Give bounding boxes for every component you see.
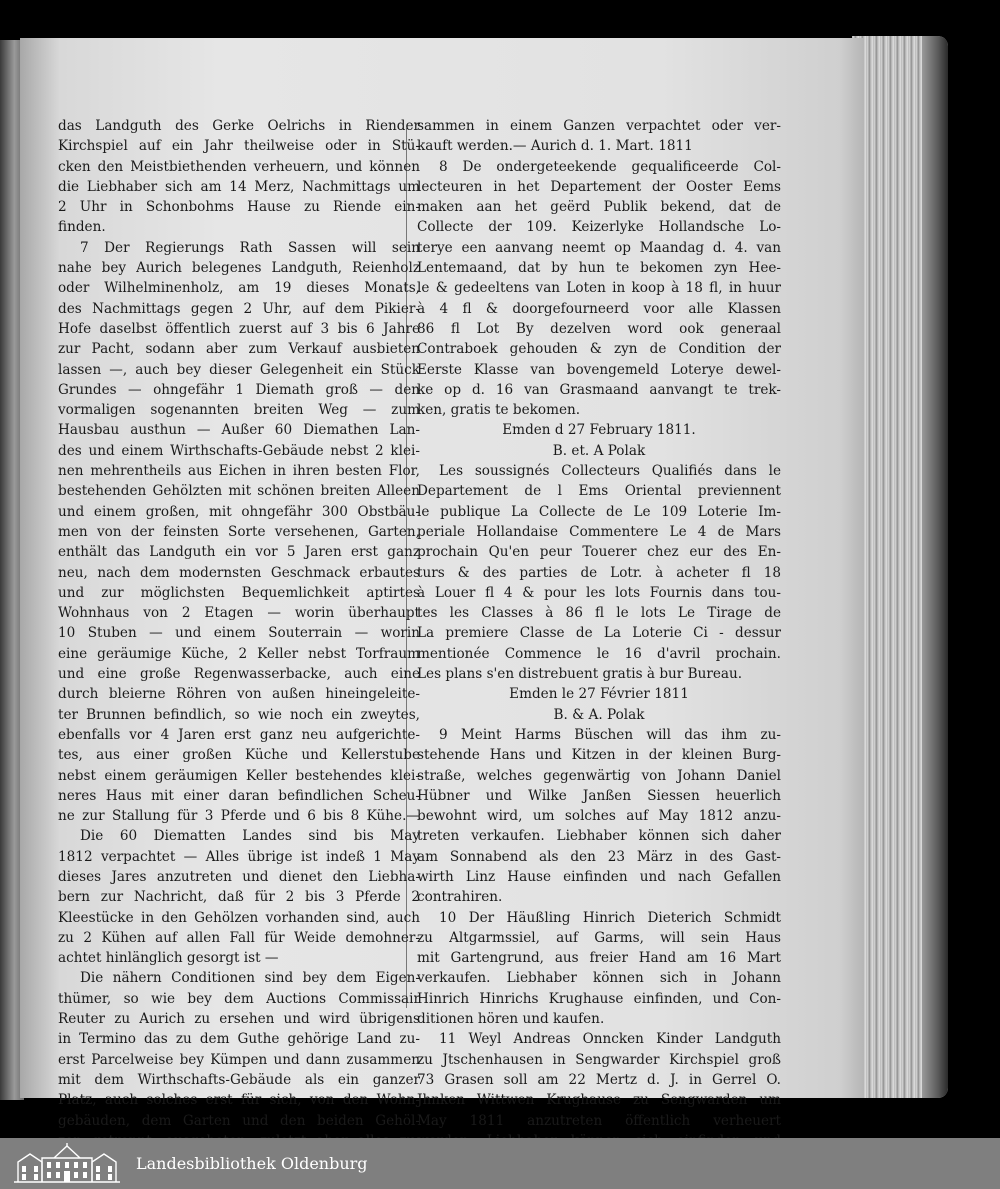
text-line: La premiere Classe de La Loterie Ci - dessur (417, 625, 781, 642)
notice-8-start: 8 De ondergeteekende gequalificeerde Col- (439, 158, 781, 175)
text-line: neu, nach dem modernsten Geschmack erbautes (58, 564, 420, 581)
text-line: men von der feinsten Sorte versehenen, Garten, (58, 523, 420, 540)
text-line: Kirchspiel auf ein Jahr theilweise oder in Stü- (58, 138, 420, 155)
text-line: contrahiren. (417, 889, 503, 906)
notice-7-start: 7 Der Regierungs Rath Sassen will sein (80, 239, 420, 256)
text-line: nen mehrentheils aus Eichen in ihren besten Flor, (58, 463, 420, 480)
text-line: und einem großen, mit ohngefähr 300 Obstbäu- (58, 503, 420, 520)
text-line: prochain Qu'en peur Touerer chez eur des En- (417, 544, 781, 561)
text-line: Hinrich Hinrichs Krughause einfinden, und Con- (417, 990, 781, 1007)
text-line: nahe bey Aurich belegenes Landguth, Reienholz (58, 260, 420, 277)
text-line: dieses Jares anzutreten und dienet den Liebha- (58, 868, 420, 885)
text-line: in Termino das zu dem Guthe gehörige Land zu- (58, 1031, 420, 1048)
text-line: 73 Grasen soll am 22 Mertz d. J. in Gerrel O. (417, 1071, 781, 1088)
text-line: gebäuden, dem Garten und den beiden Gehöl- (58, 1112, 420, 1129)
text-line: treten verkaufen. Liebhaber können sich daher (417, 828, 781, 845)
text-line: durch bleierne Röhren von außen hineingeleite- (58, 686, 420, 703)
text-line: am Sonnabend als den 23 März in des Gast- (417, 848, 781, 865)
text-line: mentionée Commence le 16 d'avril prochain. (417, 645, 781, 662)
text-line: eine geräumige Küche, 2 Keller nebst Torfraum (58, 645, 420, 662)
text-line: Hübner und Wilke Janßen Siessen heuerlich (417, 787, 781, 804)
text-line: Lentemaand, dat by hun te bekomen zyn Hee- (417, 260, 781, 277)
text-line: le & gedeeltens van Loten in koop à 18 fl, in huur (417, 280, 781, 297)
text-line: tes, aus einer großen Küche und Kellerstube (58, 747, 420, 764)
text-line: periale Hollandaise Commentere Le 4 de Mars (417, 523, 781, 540)
library-footer-bar (0, 1138, 1000, 1189)
text-line: bewohnt wird, um solches auf May 1812 anzu- (417, 808, 781, 825)
text-line: lecteuren in het Departement der Ooster Eems (417, 178, 781, 195)
text-line: ne zur Stallung für 3 Pferde und 6 bis 8 Kühe.— (58, 808, 420, 825)
text-line: stehende Hans und Kitzen in der kleinen Burg- (417, 747, 781, 764)
left-column (58, 116, 420, 1151)
text-line: zu Jtschenhausen in Sengwarder Kirchspiel groß (417, 1051, 781, 1068)
text-line: mit dem Wirthschafts-Gebäude als ein ganzer (58, 1071, 420, 1088)
text-line: das Landguth des Gerke Oelrichs in Riender (58, 118, 420, 134)
signature: B. & A. Polak (553, 706, 645, 723)
text-line: Hofe daselbst öffentlich zuerst auf 3 bis 6 Jahre (58, 320, 420, 337)
notice-9-start: 9 Meint Harms Büschen will das ihm zu- (439, 726, 781, 743)
notice-fr-start: Les soussignés Collecteurs Qualifiés dans le (439, 463, 781, 480)
text-line: verkaufen. Liebhaber können sich in Johann (417, 970, 781, 987)
text-line: ter Brunnen befindlich, so wie noch ein zweytes, (58, 706, 420, 723)
text-line: Die nähern Conditionen sind bey dem Eigen- (80, 970, 420, 987)
text-line: à 4 fl & doorgefourneerd voor alle Klassen (417, 300, 781, 317)
text-line: Grundes — ohngefähr 1 Diemath groß — den (58, 381, 420, 398)
text-line: die Liebhaber sich am 14 Merz, Nachmittags um (58, 178, 420, 195)
text-line: achtet hinlänglich gesorgt ist — (58, 950, 279, 967)
text-line: bern zur Nachricht, daß für 2 bis 3 Pferde 2 (58, 889, 420, 906)
text-line: May 1811 anzutreten öffentlich verheuert (417, 1112, 781, 1129)
text-line: Kleestücke in den Gehölzen vorhanden sind, auch (58, 909, 420, 926)
text-line: bestehenden Gehölzten mit schönen breiten Alleen (58, 483, 420, 500)
text-line: und eine große Regenwasserbacke, auch eine (58, 666, 420, 683)
text-line: ditionen hören und kaufen. (417, 1011, 605, 1028)
text-line: kauft werden.— Aurich d. 1. Mart. 1811 (417, 138, 693, 155)
dateline: Emden d 27 February 1811. (502, 422, 696, 439)
text-line: à Louer fl 4 & pour les lots Fournis dans tou- (417, 584, 781, 601)
library-name: Landesbibliothek Oldenburg (136, 1154, 368, 1173)
text-line: ebenfalls vor 4 Jaren erst ganz neu aufgerichte- (58, 726, 420, 743)
text-line: lassen —, auch bey dieser Gelegenheit ein Stück (58, 361, 420, 378)
text-line: Jhnken Wittwen Krughause zu Sengwarden um (417, 1092, 781, 1109)
page-block-edges (852, 36, 948, 1098)
book-page (20, 38, 864, 1129)
text-line: le publique La Collecte de Le 109 Loterie Im- (417, 503, 781, 520)
text-line: Platz, auch solches erst für sich, von den Wohn- (58, 1092, 420, 1109)
text-line: 86 fl Lot By dezelven word ook generaal (417, 320, 781, 337)
text-line: zu 2 Kühen auf allen Fall für Weide demohner- (58, 929, 420, 946)
text-line: wirth Linz Hause einfinden und nach Gefallen (417, 868, 781, 885)
text-line: terye een aanvang neemt op Maandag d. 4. van (417, 239, 781, 256)
text-line: des und einem Wirthschafts-Gebäude nebst 2 klei- (58, 442, 420, 459)
text-line: thümer, so wie bey dem Auctions Commissair (58, 990, 420, 1007)
text-line: maken aan het geërd Publik bekend, dat de (417, 199, 781, 216)
text-line: erst Parcelweise bey Kümpen und dann zusammen (58, 1051, 420, 1068)
text-line: und zur möglichsten Bequemlichkeit aptirtes (58, 584, 420, 601)
text-line: Reuter zu Aurich zu ersehen und wird übrigens (58, 1011, 420, 1028)
text-line: ke op d. 16 van Grasmaand aanvangt te trek- (417, 381, 781, 398)
text-line: mit Gartengrund, aus freier Hand am 16 Mart (417, 950, 781, 967)
text-line: Contraboek gehouden & zyn de Condition der (417, 341, 781, 358)
text-line: tes les Classes à 86 fl le lots Le Tirage de (417, 605, 781, 622)
text-line: Departement de l Ems Oriental previennent (417, 483, 781, 500)
library-building-icon (10, 1142, 124, 1186)
text-line: 10 Stuben — und einem Souterrain — worin (58, 625, 420, 642)
notice-11-start: 11 Weyl Andreas Onncken Kinder Landguth (439, 1031, 781, 1048)
text-line: enthält das Landguth ein vor 5 Jaren erst ganz (58, 544, 420, 561)
text-line: ken, gratis te bekomen. (417, 402, 581, 419)
text-line: zu Altgarmssiel, auf Garms, will sein Haus (417, 929, 781, 946)
text-line: sammen in einem Ganzen verpachtet oder ver- (417, 118, 781, 134)
text-line: Collecte der 109. Keizerlyke Hollandsche Lo- (417, 219, 781, 236)
text-line: turs & des parties de Lotr. à acheter fl 18 (417, 564, 781, 581)
text-line: Les plans s'en distrebuent gratis à bur Bureau. (417, 666, 743, 683)
text-line: neres Haus mit einer daran befindlichen Scheu- (58, 787, 420, 804)
text-line: finden. (58, 219, 106, 236)
dateline: Emden le 27 Février 1811 (509, 686, 689, 703)
text-line: Eerste Klasse van bovengemeld Loterye dewel- (417, 361, 781, 378)
text-line: straße, welches gegenwärtig von Johann Daniel (417, 767, 781, 784)
text-line: 1812 verpachtet — Alles übrige ist indeß 1 May (58, 848, 420, 865)
text-line: Die 60 Diematten Landes sind bis May (80, 828, 420, 845)
text-line: oder Wilhelminenholz, am 19 dieses Monats, (58, 280, 420, 297)
text-line: zur Pacht, sodann aber zum Verkauf ausbieten (58, 341, 420, 358)
right-column (417, 116, 781, 1151)
text-line: Wohnhaus von 2 Etagen — worin überhaupt (58, 605, 420, 622)
text-line: vormaligen sogenannten breiten Weg — zum (58, 402, 420, 419)
text-line: des Nachmittags gegen 2 Uhr, auf dem Pikier- (58, 300, 420, 317)
notice-10-start: 10 Der Häußling Hinrich Dieterich Schmidt (439, 909, 781, 926)
text-line: 2 Uhr in Schonbohms Hause zu Riende ein- (58, 199, 420, 216)
text-line: cken den Meistbiethenden verheuern, und können (58, 158, 420, 175)
text-line: nebst einem geräumigen Keller bestehendes klei- (58, 767, 420, 784)
signature: B. et. A Polak (552, 442, 646, 459)
text-line: Hausbau austhun — Außer 60 Diemathen Lan- (58, 422, 420, 439)
